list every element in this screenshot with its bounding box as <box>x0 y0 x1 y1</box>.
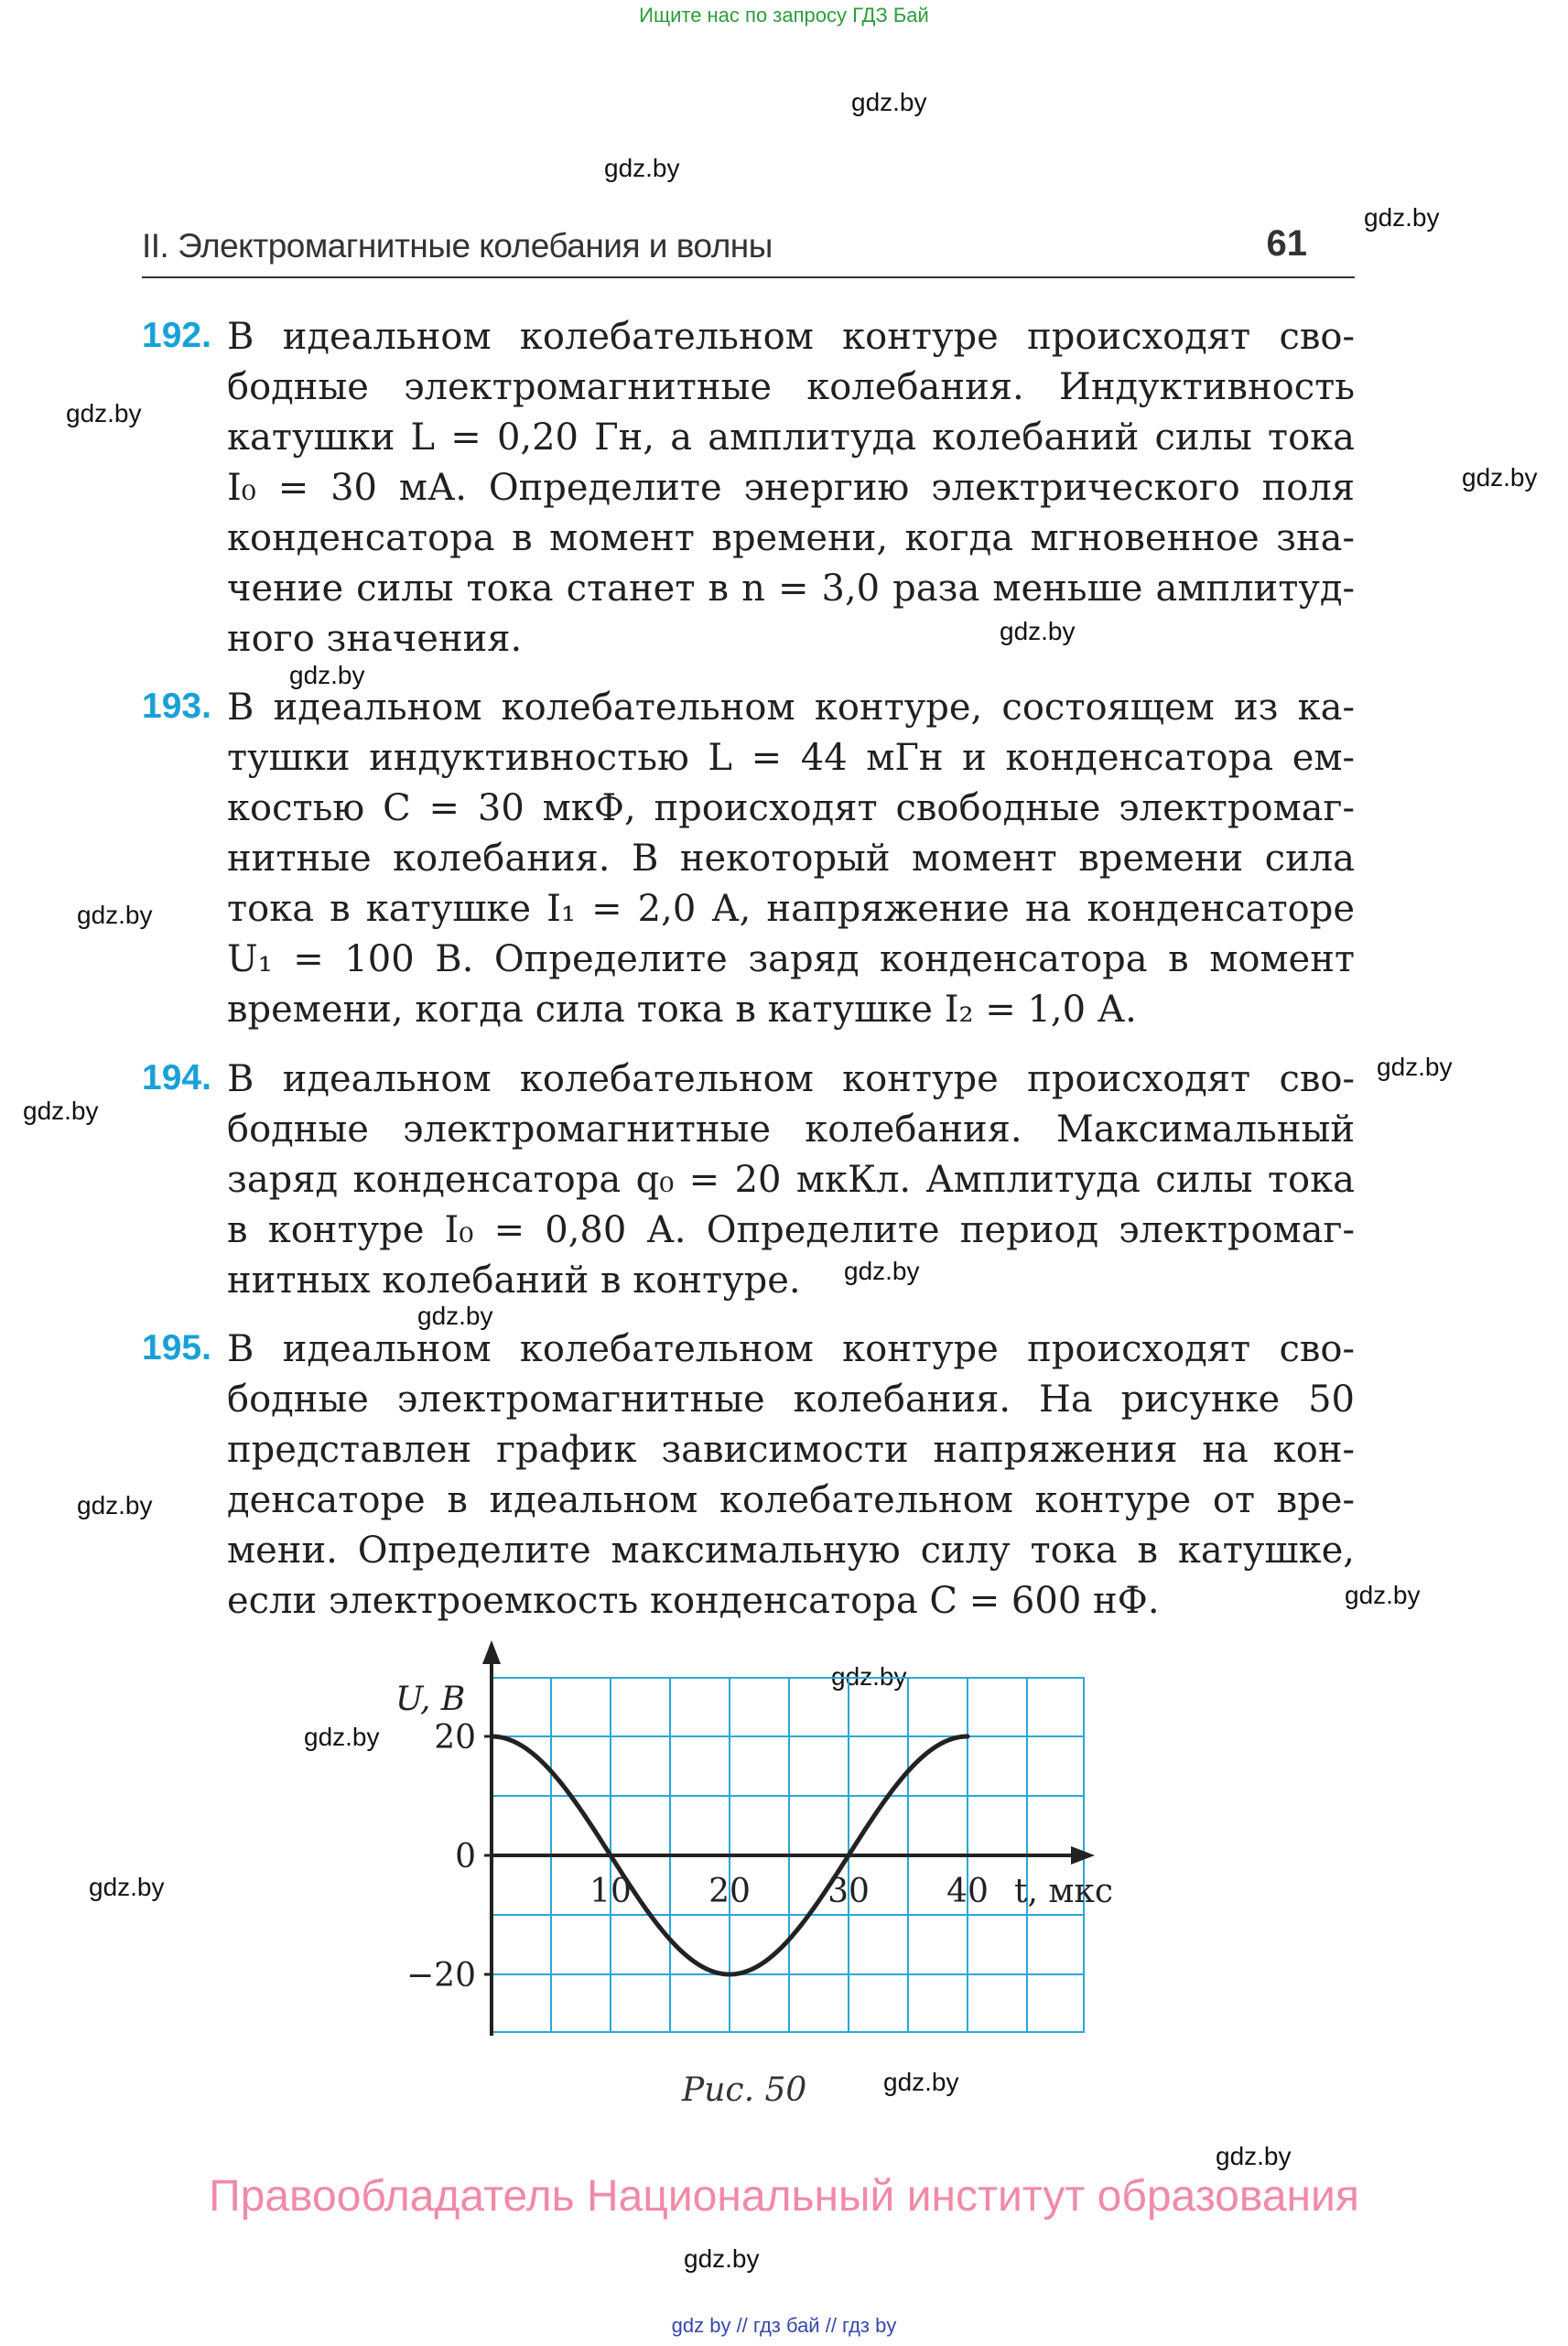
problem-text-line: катушки L = 0,20 Гн, а амплитуда колебаний силы тока <box>227 416 1355 459</box>
figure-caption: Рис. 50 <box>682 2071 807 2109</box>
problem-text-line: если электроемкость конденсатора C = 600 нФ. <box>227 1580 1160 1622</box>
chapter-title: II. Электромагнитные колебания и волны <box>142 227 773 265</box>
watermark: gdz.by <box>77 901 153 929</box>
y-tick-label: 0 <box>455 1838 476 1876</box>
problem-number: 192. <box>142 316 211 355</box>
watermark: gdz.by <box>1462 463 1538 492</box>
watermark: gdz.by <box>89 1873 165 1901</box>
watermark: gdz.by <box>844 1257 920 1285</box>
problem-text-line: бодные электромагнитные колебания. Максимальный <box>227 1108 1355 1151</box>
watermark: gdz.by <box>1216 2142 1292 2170</box>
chart-ticks <box>395 1681 1113 1995</box>
problem-text-line: В идеальном колебательном контуре происходят сво- <box>227 1328 1355 1370</box>
problem-text-line: времени, когда сила тока в катушке I₂ = 1,0 А. <box>227 989 1137 1031</box>
watermark: gdz.by <box>684 2244 760 2273</box>
problem-text-line: нитных колебаний в контуре. <box>227 1259 801 1302</box>
problem-text-line: заряд конденсатора q₀ = 20 мкКл. Амплитуда силы тока <box>227 1159 1355 1201</box>
x-tick-label: 40 <box>946 1873 989 1910</box>
top-banner[interactable]: Ищите нас по запросу ГДЗ Бай <box>639 4 929 27</box>
problem-text-line: В идеальном колебательном контуре происходят сво- <box>227 316 1355 358</box>
problem-text-line: денсаторе в идеальном колебательном контуре от вре- <box>227 1479 1355 1521</box>
bottom-links[interactable]: gdz by // гдз бай // гдз by <box>671 2314 897 2337</box>
x-tick-label: 20 <box>708 1873 751 1910</box>
problem-text-line: в контуре I₀ = 0,80 А. Определите период электромаг- <box>227 1209 1355 1251</box>
x-axis-label: t, мкс <box>1014 1873 1114 1910</box>
watermark: gdz.by <box>883 2068 959 2096</box>
y-tick-label: −20 <box>406 1957 476 1995</box>
problem-text-line: ного значения. <box>227 618 523 660</box>
watermark: gdz.by <box>66 399 142 427</box>
y-axis-arrow <box>482 1640 501 1664</box>
problem-text-line: бодные электромагнитные колебания. Индуктивность <box>227 366 1355 408</box>
page-number: 61 <box>1266 223 1307 264</box>
watermark: gdz.by <box>289 661 365 689</box>
watermark: gdz.by <box>1345 1581 1421 1609</box>
y-tick-label: 20 <box>434 1719 476 1757</box>
x-tick-label: 30 <box>827 1873 870 1910</box>
watermark: gdz.by <box>1377 1053 1453 1081</box>
watermark: gdz.by <box>77 1491 153 1519</box>
watermark: gdz.by <box>604 154 680 182</box>
watermark: gdz.by <box>1000 617 1076 645</box>
watermark: gdz.by <box>23 1097 99 1125</box>
problem-text-line: В идеальном колебательном контуре происходят сво- <box>227 1058 1355 1100</box>
watermark: gdz.by <box>417 1302 493 1330</box>
problem-text-line: представлен график зависимости напряжения на кон- <box>227 1429 1355 1471</box>
problem-text-line: конденсатора в момент времени, когда мгновенное зна- <box>227 517 1355 559</box>
problem-text-line: нитные колебания. В некоторый момент времени сила <box>227 838 1355 880</box>
problem-text-line: бодные электромагнитные колебания. На рисунке 50 <box>227 1378 1355 1421</box>
problem-text-line: I₀ = 30 мА. Определите энергию электрического поля <box>227 467 1355 509</box>
problem-number: 195. <box>142 1328 211 1368</box>
y-axis-label: U, В <box>395 1681 466 1718</box>
problem-text-line: костью C = 30 мкФ, происходят свободные электромаг- <box>227 787 1355 829</box>
problem-text-line: чение силы тока станет в n = 3,0 раза меньше амплитуд- <box>227 568 1355 610</box>
problem-text-line: В идеальном колебательном контуре, состоящем из ка- <box>227 687 1355 729</box>
problem-text-line: U₁ = 100 В. Определите заряд конденсатора в момент <box>227 938 1355 980</box>
problem-text-line: тока в катушке I₁ = 2,0 А, напряжение на конденсаторе <box>227 888 1355 930</box>
watermark: gdz.by <box>304 1723 380 1751</box>
problem-number: 193. <box>142 687 211 726</box>
problem-text-line: тушки индуктивностью L = 44 мГн и конденсатора ем- <box>227 737 1355 779</box>
watermark: gdz.by <box>1364 203 1440 232</box>
copyright-footer: Правообладатель Национальный институт образования <box>209 2172 1359 2221</box>
watermark: gdz.by <box>851 88 927 116</box>
watermark: gdz.by <box>831 1662 907 1691</box>
x-tick-label: 10 <box>589 1873 632 1910</box>
problem-text-line: мени. Определите максимальную силу тока в катушке, <box>227 1530 1355 1572</box>
problem-number: 194. <box>142 1058 211 1097</box>
